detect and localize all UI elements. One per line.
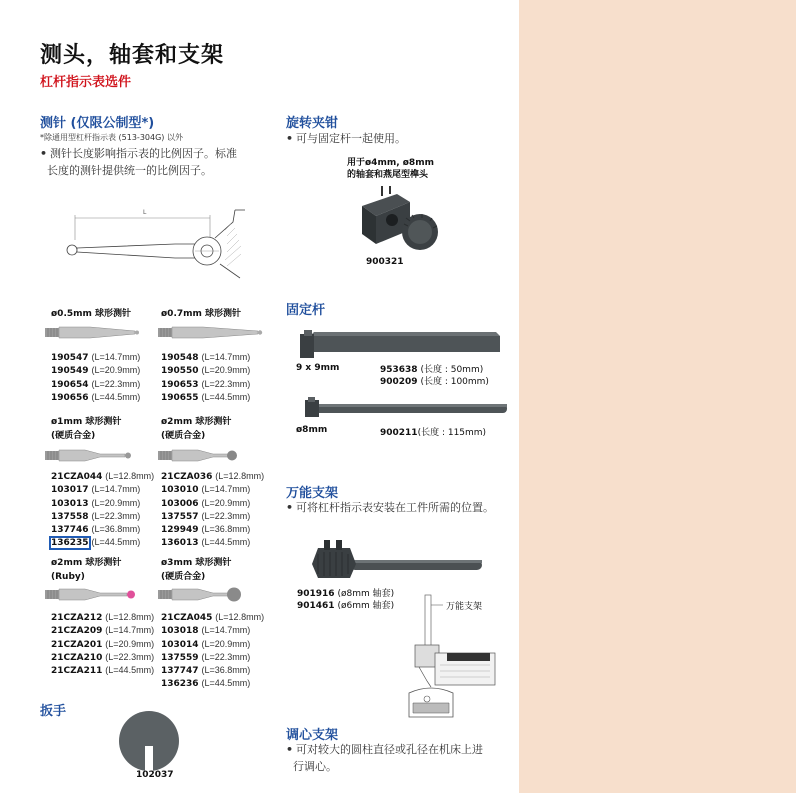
model-row: 137747 (L=36.8mm) <box>161 665 251 677</box>
universal-holder-image <box>310 538 490 586</box>
wrench-section-title: 扳手 <box>40 704 67 719</box>
model-row: 137557 (L=22.3mm) <box>161 510 251 522</box>
universal-holder-title: 万能支架 <box>286 486 339 501</box>
model-row: 103013 (L=20.9mm) <box>51 497 141 509</box>
model-row: 190548 (L=14.7mm) <box>161 352 251 363</box>
stylus-pin-image <box>45 584 155 606</box>
universal-holder-bullet: • 可将杠杆指示表安装在工件所需的位置。 <box>286 501 495 514</box>
stylus-group-caption: ø3mm 球形测针 (硬质合金) <box>161 558 232 582</box>
model-row: 103014 (L=20.9mm) <box>161 638 251 650</box>
model-row: 190654 (L=22.3mm) <box>51 378 141 390</box>
page-title: 测头，轴套和支架 <box>40 43 225 68</box>
swivel-clamp-caption: 用于ø4mm, ø8mm 的轴套和燕尾型榫头 <box>347 158 434 180</box>
part-row: 953638 (长度 : 50mm) <box>380 365 484 375</box>
part-row: 900209 (长度 : 100mm) <box>380 377 489 387</box>
highlighted-code: 136235 <box>51 538 89 549</box>
square-bar-image <box>300 330 505 362</box>
part-row: 901461 (ø6mm 轴套) <box>297 601 395 611</box>
model-row: 137558 (L=22.3mm) <box>51 510 141 522</box>
swivel-clamp-bullet: • 可与固定杆一起使用。 <box>286 132 407 145</box>
model-row: 129949 (L=36.8mm) <box>161 524 251 536</box>
model-row: 21CZA212 (L=12.8mm) <box>51 612 155 623</box>
square-bar-parts <box>380 364 489 388</box>
stylus-model-list <box>161 611 264 691</box>
swivel-clamp-title: 旋转夹钳 <box>286 116 339 131</box>
part-row: 901916 (ø8mm 轴套) <box>297 589 395 599</box>
round-bar-part: 900211(长度 : 115mm) <box>380 428 487 438</box>
swivel-clamp-part-number: 900321 <box>366 257 404 267</box>
model-row: 190653 (L=22.3mm) <box>161 378 251 390</box>
universal-holder-callout: 万能支架 <box>446 602 483 612</box>
universal-holder-parts <box>297 588 394 612</box>
length-label: L <box>143 209 147 216</box>
stylus-pin-image <box>45 322 155 344</box>
stylus-group-caption: ø0.5mm 球形测针 <box>51 309 132 319</box>
stylus-pin-image <box>158 582 268 608</box>
centering-holder-title: 调心支架 <box>286 728 339 743</box>
model-row: 103006 (L=20.9mm) <box>161 497 251 509</box>
model-row: 103010 (L=14.7mm) <box>161 484 251 496</box>
model-row: 21CZA201 (L=20.9mm) <box>51 638 155 650</box>
round-bar-image <box>305 397 510 421</box>
model-row: 190655 (L=44.5mm) <box>161 391 251 403</box>
model-row: 103018 (L=14.7mm) <box>161 625 251 637</box>
stylus-model-list <box>161 351 250 404</box>
model-row: 190656 (L=44.5mm) <box>51 391 141 403</box>
wrench-image <box>118 710 180 772</box>
stylus-model-list <box>51 470 154 550</box>
page-subtitle: 杠杆指示表选件 <box>40 75 132 90</box>
model-row: 21CZA211 (L=44.5mm) <box>51 665 155 677</box>
stylus-pin-image <box>158 322 268 344</box>
round-bar-size: ø8mm <box>296 425 328 435</box>
holding-bar-title: 固定杆 <box>286 303 326 318</box>
stylus-group-caption: ø1mm 球形测针 (硬质合金) <box>51 417 122 441</box>
model-row: 190547 (L=14.7mm) <box>51 352 141 363</box>
stylus-model-list <box>51 351 140 404</box>
model-row-highlighted: 136235 (L=44.5mm) <box>51 537 141 549</box>
side-panel <box>519 0 796 793</box>
stylus-group-caption: ø0.7mm 球形测针 <box>161 309 242 319</box>
stylus-group-caption: ø2mm 球形测针 (硬质合金) <box>161 417 232 441</box>
stylus-model-list <box>161 470 264 550</box>
stylus-note: *除通用型杠杆指示表 (513-304G) 以外 <box>40 133 183 142</box>
model-row: 137559 (L=22.3mm) <box>161 651 251 663</box>
model-row: 103017 (L=14.7mm) <box>51 484 141 496</box>
model-row: 21CZA210 (L=22.3mm) <box>51 651 155 663</box>
model-row: 21CZA044 (L=12.8mm) <box>51 471 155 482</box>
stylus-pin-image <box>158 444 268 468</box>
square-bar-size: 9 x 9mm <box>296 363 340 373</box>
stylus-section-title: 测针 (仅限公制型*) <box>40 116 155 131</box>
swivel-clamp-image <box>352 188 447 260</box>
model-row: 21CZA045 (L=12.8mm) <box>161 612 265 623</box>
model-row: 190549 (L=20.9mm) <box>51 365 141 377</box>
model-row: 21CZA209 (L=14.7mm) <box>51 625 155 637</box>
wrench-part-number: 102037 <box>136 770 174 780</box>
stylus-length-diagram <box>55 200 255 280</box>
stylus-model-list <box>51 611 154 677</box>
model-row: 136236 (L=44.5mm) <box>161 678 251 690</box>
stylus-pin-image <box>45 445 155 467</box>
universal-holder-application-diagram <box>405 595 505 720</box>
model-row: 136013 (L=44.5mm) <box>161 537 251 549</box>
model-row: 21CZA036 (L=12.8mm) <box>161 471 265 482</box>
centering-holder-bullet: • 可对较大的圆柱直径或孔径在机床上进 行调心。 <box>286 743 484 773</box>
stylus-bullet: • 测针长度影响指示表的比例因子。标准 长度的测针提供统一的比例因子。 <box>40 147 238 177</box>
model-row: 137746 (L=36.8mm) <box>51 524 141 536</box>
model-row: 190550 (L=20.9mm) <box>161 365 251 377</box>
stylus-group-caption: ø2mm 球形测针 (Ruby) <box>51 558 122 582</box>
